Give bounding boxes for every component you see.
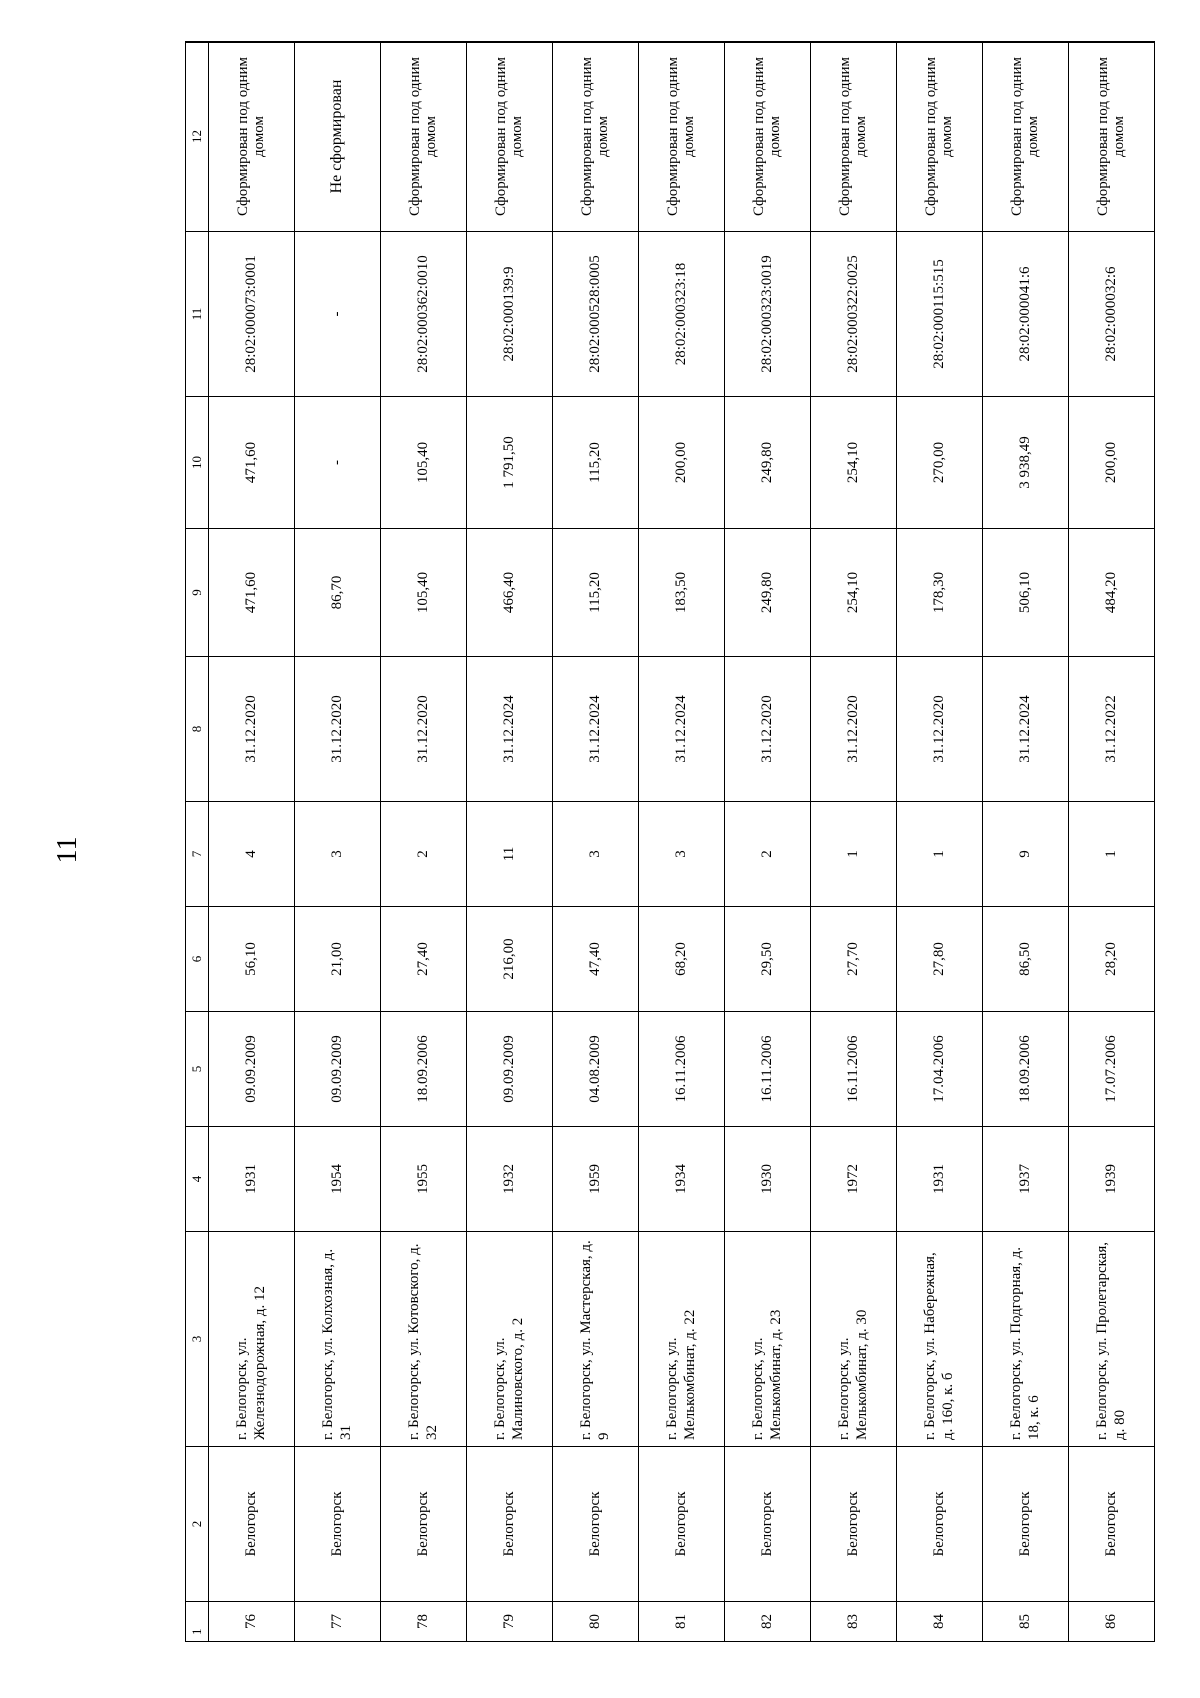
cell-address: г. Белогорск, ул. Мастерская, д. 9	[553, 1232, 639, 1447]
cell-date: 09.09.2009	[467, 1012, 553, 1127]
cell-date: 17.07.2006	[1069, 1012, 1155, 1127]
cell-area2: 506,10	[983, 529, 1069, 657]
cell-area3: -	[295, 397, 381, 529]
table-row	[811, 42, 897, 1642]
cell-year: 1932	[467, 1127, 553, 1232]
cell-status: Сформирован под одним домом	[983, 42, 1069, 232]
cell-date: 09.09.2009	[295, 1012, 381, 1127]
cell-deadline: 31.12.2024	[553, 657, 639, 802]
cell-area2: 86,70	[295, 529, 381, 657]
cell-cadastral: 28:02:000322:0025	[811, 232, 897, 397]
table-row	[639, 42, 725, 1642]
cell-city: Белогорск	[725, 1447, 811, 1602]
table-row	[467, 42, 553, 1642]
cell-area2: 249,80	[725, 529, 811, 657]
cell-area3: 105,40	[381, 397, 467, 529]
cell-deadline: 31.12.2020	[811, 657, 897, 802]
cell-date: 04.08.2009	[553, 1012, 639, 1127]
cell-year: 1939	[1069, 1127, 1155, 1232]
cell-city: Белогорск	[295, 1447, 381, 1602]
cell-area3: 3 938,49	[983, 397, 1069, 529]
table-row	[209, 42, 295, 1642]
cell-area2: 471,60	[209, 529, 295, 657]
cell-area: 86,50	[983, 907, 1069, 1012]
cell-cadastral: 28:02:000041:6	[983, 232, 1069, 397]
cell-date: 17.04.2006	[897, 1012, 983, 1127]
cell-year: 1955	[381, 1127, 467, 1232]
cell-city: Белогорск	[983, 1447, 1069, 1602]
cell-status: Не сформирован	[295, 42, 381, 232]
cell-deadline: 31.12.2020	[725, 657, 811, 802]
column-header: 11	[186, 232, 209, 397]
cell-deadline: 31.12.2020	[897, 657, 983, 802]
column-header: 8	[186, 657, 209, 802]
rotated-table-container	[185, 42, 1155, 1642]
cell-year: 1934	[639, 1127, 725, 1232]
column-header: 12	[186, 42, 209, 232]
cell-deadline: 31.12.2020	[381, 657, 467, 802]
housing-table	[185, 41, 1155, 1642]
cell-deadline: 31.12.2020	[295, 657, 381, 802]
cell-residents: 11	[467, 802, 553, 907]
cell-area2: 115,20	[553, 529, 639, 657]
cell-area3: 115,20	[553, 397, 639, 529]
cell-address: г. Белогорск, ул. Котовского, д. 32	[381, 1232, 467, 1447]
table-row	[381, 42, 467, 1642]
cell-n: 85	[983, 1602, 1069, 1642]
cell-area2: 254,10	[811, 529, 897, 657]
cell-area3: 270,00	[897, 397, 983, 529]
cell-cadastral: 28:02:000139:9	[467, 232, 553, 397]
page-number: 11	[52, 836, 83, 864]
cell-n: 80	[553, 1602, 639, 1642]
cell-year: 1931	[897, 1127, 983, 1232]
column-header: 3	[186, 1232, 209, 1447]
cell-area2: 183,50	[639, 529, 725, 657]
cell-area3: 200,00	[1069, 397, 1155, 529]
cell-year: 1937	[983, 1127, 1069, 1232]
cell-n: 82	[725, 1602, 811, 1642]
table-row	[1069, 42, 1155, 1642]
cell-n: 78	[381, 1602, 467, 1642]
cell-date: 16.11.2006	[725, 1012, 811, 1127]
cell-status: Сформирован под одним домом	[639, 42, 725, 232]
cell-address: г. Белогорск, ул. Железнодорожная, д. 12	[209, 1232, 295, 1447]
cell-area: 68,20	[639, 907, 725, 1012]
cell-deadline: 31.12.2022	[1069, 657, 1155, 802]
cell-date: 16.11.2006	[639, 1012, 725, 1127]
cell-year: 1954	[295, 1127, 381, 1232]
column-header: 9	[186, 529, 209, 657]
column-header: 5	[186, 1012, 209, 1127]
cell-city: Белогорск	[467, 1447, 553, 1602]
cell-area: 29,50	[725, 907, 811, 1012]
column-header: 1	[186, 1602, 209, 1642]
cell-date: 18.09.2006	[381, 1012, 467, 1127]
column-header: 10	[186, 397, 209, 529]
cell-status: Сформирован под одним домом	[1069, 42, 1155, 232]
column-header: 6	[186, 907, 209, 1012]
cell-address: г. Белогорск, ул. Колхозная, д. 31	[295, 1232, 381, 1447]
cell-city: Белогорск	[1069, 1447, 1155, 1602]
cell-residents: 3	[295, 802, 381, 907]
cell-city: Белогорск	[381, 1447, 467, 1602]
table-row	[295, 42, 381, 1642]
cell-n: 76	[209, 1602, 295, 1642]
cell-city: Белогорск	[209, 1447, 295, 1602]
cell-n: 86	[1069, 1602, 1155, 1642]
cell-address: г. Белогорск, ул. Мелькомбинат, д. 30	[811, 1232, 897, 1447]
cell-cadastral: 28:02:000073:0001	[209, 232, 295, 397]
column-header: 2	[186, 1447, 209, 1602]
cell-year: 1931	[209, 1127, 295, 1232]
table-row	[897, 42, 983, 1642]
cell-address: г. Белогорск, ул. Мелькомбинат, д. 22	[639, 1232, 725, 1447]
table-row	[553, 42, 639, 1642]
cell-cadastral: 28:02:000323:18	[639, 232, 725, 397]
cell-cadastral: 28:02:000528:0005	[553, 232, 639, 397]
cell-area: 27,70	[811, 907, 897, 1012]
cell-cadastral: 28:02:000032:6	[1069, 232, 1155, 397]
cell-date: 16.11.2006	[811, 1012, 897, 1127]
cell-residents: 2	[381, 802, 467, 907]
cell-area3: 200,00	[639, 397, 725, 529]
cell-year: 1930	[725, 1127, 811, 1232]
cell-cadastral: -	[295, 232, 381, 397]
cell-n: 81	[639, 1602, 725, 1642]
cell-area: 28,20	[1069, 907, 1155, 1012]
cell-status: Сформирован под одним домом	[553, 42, 639, 232]
cell-cadastral: 28:02:000362:0010	[381, 232, 467, 397]
cell-n: 83	[811, 1602, 897, 1642]
cell-deadline: 31.12.2024	[639, 657, 725, 802]
cell-area: 47,40	[553, 907, 639, 1012]
cell-area3: 471,60	[209, 397, 295, 529]
cell-area2: 178,30	[897, 529, 983, 657]
cell-cadastral: 28:02:000323:0019	[725, 232, 811, 397]
header-row	[186, 42, 209, 1642]
cell-area: 21,00	[295, 907, 381, 1012]
cell-area: 27,80	[897, 907, 983, 1012]
cell-area3: 249,80	[725, 397, 811, 529]
cell-address: г. Белогорск, ул. Мелькомбинат, д. 23	[725, 1232, 811, 1447]
table-row	[725, 42, 811, 1642]
cell-address: г. Белогорск, ул. Малиновского, д. 2	[467, 1232, 553, 1447]
cell-address: г. Белогорск, ул. Набережная, д. 160, к. б	[897, 1232, 983, 1447]
cell-area: 216,00	[467, 907, 553, 1012]
cell-residents: 3	[639, 802, 725, 907]
cell-residents: 3	[553, 802, 639, 907]
cell-n: 77	[295, 1602, 381, 1642]
cell-year: 1972	[811, 1127, 897, 1232]
cell-date: 09.09.2009	[209, 1012, 295, 1127]
cell-deadline: 31.12.2024	[983, 657, 1069, 802]
cell-city: Белогорск	[639, 1447, 725, 1602]
cell-area2: 105,40	[381, 529, 467, 657]
cell-status: Сформирован под одним домом	[811, 42, 897, 232]
cell-cadastral: 28:02:000115:515	[897, 232, 983, 397]
cell-residents: 1	[897, 802, 983, 907]
cell-area: 27,40	[381, 907, 467, 1012]
cell-residents: 1	[1069, 802, 1155, 907]
cell-status: Сформирован под одним домом	[725, 42, 811, 232]
cell-residents: 4	[209, 802, 295, 907]
cell-address: г. Белогорск, ул. Пролетарская, д. 80	[1069, 1232, 1155, 1447]
cell-residents: 2	[725, 802, 811, 907]
cell-area2: 484,20	[1069, 529, 1155, 657]
cell-n: 84	[897, 1602, 983, 1642]
cell-status: Сформирован под одним домом	[467, 42, 553, 232]
table-row	[983, 42, 1069, 1642]
cell-status: Сформирован под одним домом	[381, 42, 467, 232]
cell-date: 18.09.2006	[983, 1012, 1069, 1127]
cell-residents: 1	[811, 802, 897, 907]
cell-status: Сформирован под одним домом	[897, 42, 983, 232]
cell-city: Белогорск	[897, 1447, 983, 1602]
cell-residents: 9	[983, 802, 1069, 907]
cell-year: 1959	[553, 1127, 639, 1232]
column-header: 7	[186, 802, 209, 907]
cell-area3: 1 791,50	[467, 397, 553, 529]
cell-city: Белогорск	[811, 1447, 897, 1602]
cell-city: Белогорск	[553, 1447, 639, 1602]
cell-deadline: 31.12.2024	[467, 657, 553, 802]
cell-area2: 466,40	[467, 529, 553, 657]
cell-address: г. Белогорск, ул. Подгорная, д. 18, к. 6	[983, 1232, 1069, 1447]
column-header: 4	[186, 1127, 209, 1232]
cell-status: Сформирован под одним домом	[209, 42, 295, 232]
cell-n: 79	[467, 1602, 553, 1642]
cell-deadline: 31.12.2020	[209, 657, 295, 802]
cell-area: 56,10	[209, 907, 295, 1012]
cell-area3: 254,10	[811, 397, 897, 529]
